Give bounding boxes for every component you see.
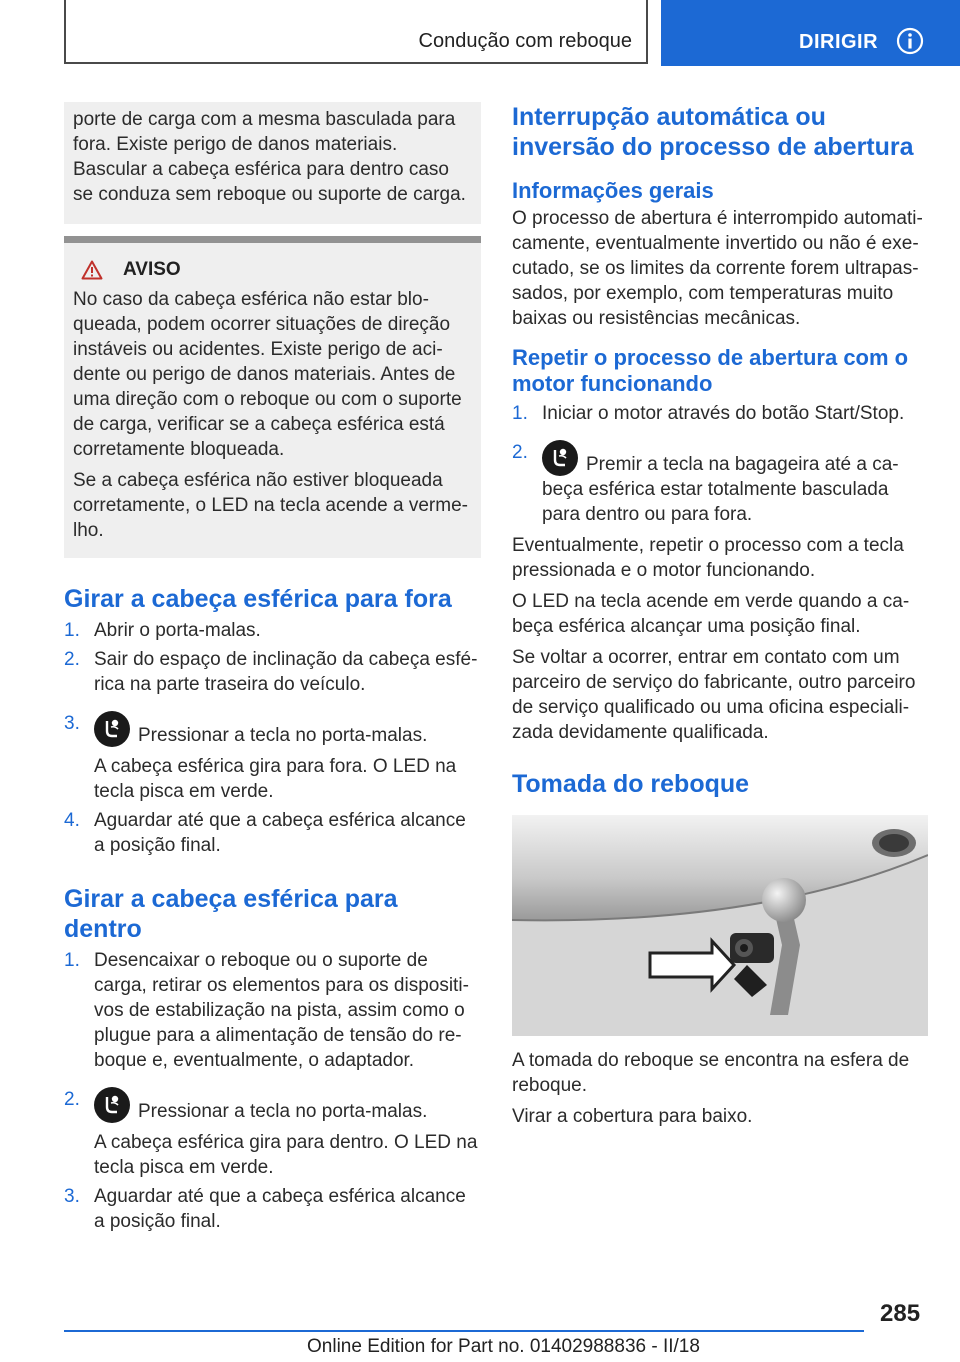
edition-note: Online Edition for Part no. 01402988836 - II/18 (307, 1336, 700, 1357)
footer-rule (64, 1330, 864, 1332)
paragraph: Se voltar a ocorrer, entrar em contato com um parceiro de serviço do fabricante, outro parceiro de serviço qualificado ou uma oficina especializada devidamente qualificada. (512, 647, 916, 743)
list-item: 3. Aguardar até que a cabeça esférica alcance a posição final. (64, 1186, 466, 1232)
list-item: 2. Premir a tecla na bagageira até a cabeça esférica estar totalmente basculada para dentro ou para fora. (512, 442, 899, 525)
step-result: A cabeça esférica gira para fora. O LED na tecla pisca em verde. (94, 756, 457, 802)
trailer-socket-illustration (512, 815, 928, 1036)
header-chapter-tab[interactable] (661, 0, 960, 66)
list-item: 2. Pressionar a tecla no porta-malas. A cabeça esférica gira para dentro. O LED na tecla pisca em verde. (64, 1087, 481, 1180)
paragraph: O LED na tecla acende em verde quando a cabeça esférica alcançar uma posição final. (512, 591, 910, 637)
subsection-title-repeat: Repetir o processo de abertura com o motor funcionando (512, 345, 909, 396)
continued-warning-box (64, 102, 481, 224)
steps-rotate-out (64, 618, 481, 858)
header-section-title: Condução com reboque (418, 30, 632, 52)
header-chapter-label: DIRIGIR (799, 31, 879, 53)
continued-warning-text: porte de carga com a mesma basculada para fora. Existe perigo de danos materiais. Bascular a cabeça esférica para dentro caso se conduza sem reboque ou suporte de carga. (73, 109, 466, 205)
section-title-trailer-socket: Tomada do reboque (512, 770, 750, 798)
step-result: A cabeça esférica gira para dentro. O LED na tecla pisca em verde. (94, 1132, 478, 1178)
list-item: 3. Pressionar a tecla no porta-malas. A cabeça esférica gira para fora. O LED na tecla pisca em verde. (64, 711, 481, 804)
header-section-box (64, 0, 648, 64)
warning-paragraph: Se a cabeça esférica não estiver bloqueada corretamente, o LED na tecla acende a vermelho. (73, 470, 468, 541)
warning-paragraph: No caso da cabeça esférica não estar bloqueada, podem ocorrer situações de direção instáveis ou acidentes. Existe perigo de acidente ou perigo de danos materiais. Antes de uma direção com o reboque ou com o suporte de carga, verificar se a cabeça esférica está corretamente bloqueada. (73, 289, 462, 460)
general-info-text: O processo de abertura é interrompido automaticamente, eventualmente invertido ou não é executado, se os limites da corrente forem ultrapassados, por exemplo, com temperaturas muito baixas ou resistências mecânicas. (512, 208, 923, 329)
paragraph: A tomada do reboque se encontra na esfera de reboque. (512, 1050, 910, 1096)
paragraph: Eventualmente, repetir o processo com a tecla pressionada e o motor funcionando. (512, 535, 904, 581)
warning-box (64, 243, 481, 558)
warning-top-bar (64, 236, 481, 243)
warning-triangle-icon (81, 260, 103, 280)
list-item: 1. Desencaixar o reboque ou o suporte de carga, retirar os elementos para os dispositivos de estabilização na pista, assim como o plugue para a alimentação de tensão do reboque e, eventualmente, o adaptador. (64, 950, 469, 1071)
section-title-auto-interrupt: Interrupção automática ou inversão do processo de abertura (512, 103, 914, 161)
list-item: 1. Abrir o porta-malas. (64, 620, 261, 641)
warning-title: AVISO (123, 259, 181, 280)
towbar-button-icon (94, 711, 130, 747)
section-title-rotate-out: Girar a cabeça esférica para fora (64, 585, 452, 613)
page-number: 285 (880, 1300, 921, 1327)
list-item: 4. Aguardar até que a cabeça esférica alcance a posição final. (64, 810, 466, 856)
right-column (512, 102, 928, 1129)
towbar-button-icon (542, 440, 578, 476)
list-item: 2. Sair do espaço de inclinação da cabeça esférica na parte traseira do veículo. (64, 649, 478, 695)
left-column (64, 102, 481, 1234)
warning-header (73, 259, 472, 281)
section-title-rotate-in: Girar a cabeça esférica para dentro (64, 885, 398, 943)
steps-rotate-in (64, 948, 481, 1234)
info-icon[interactable] (896, 27, 924, 55)
steps-repeat (512, 401, 928, 527)
list-item: 1. Iniciar o motor através do botão Start/Stop. (512, 403, 905, 424)
subsection-title-general: Informações gerais (512, 178, 714, 203)
towbar-button-icon (94, 1087, 130, 1123)
paragraph: Virar a cobertura para baixo. (512, 1106, 753, 1127)
